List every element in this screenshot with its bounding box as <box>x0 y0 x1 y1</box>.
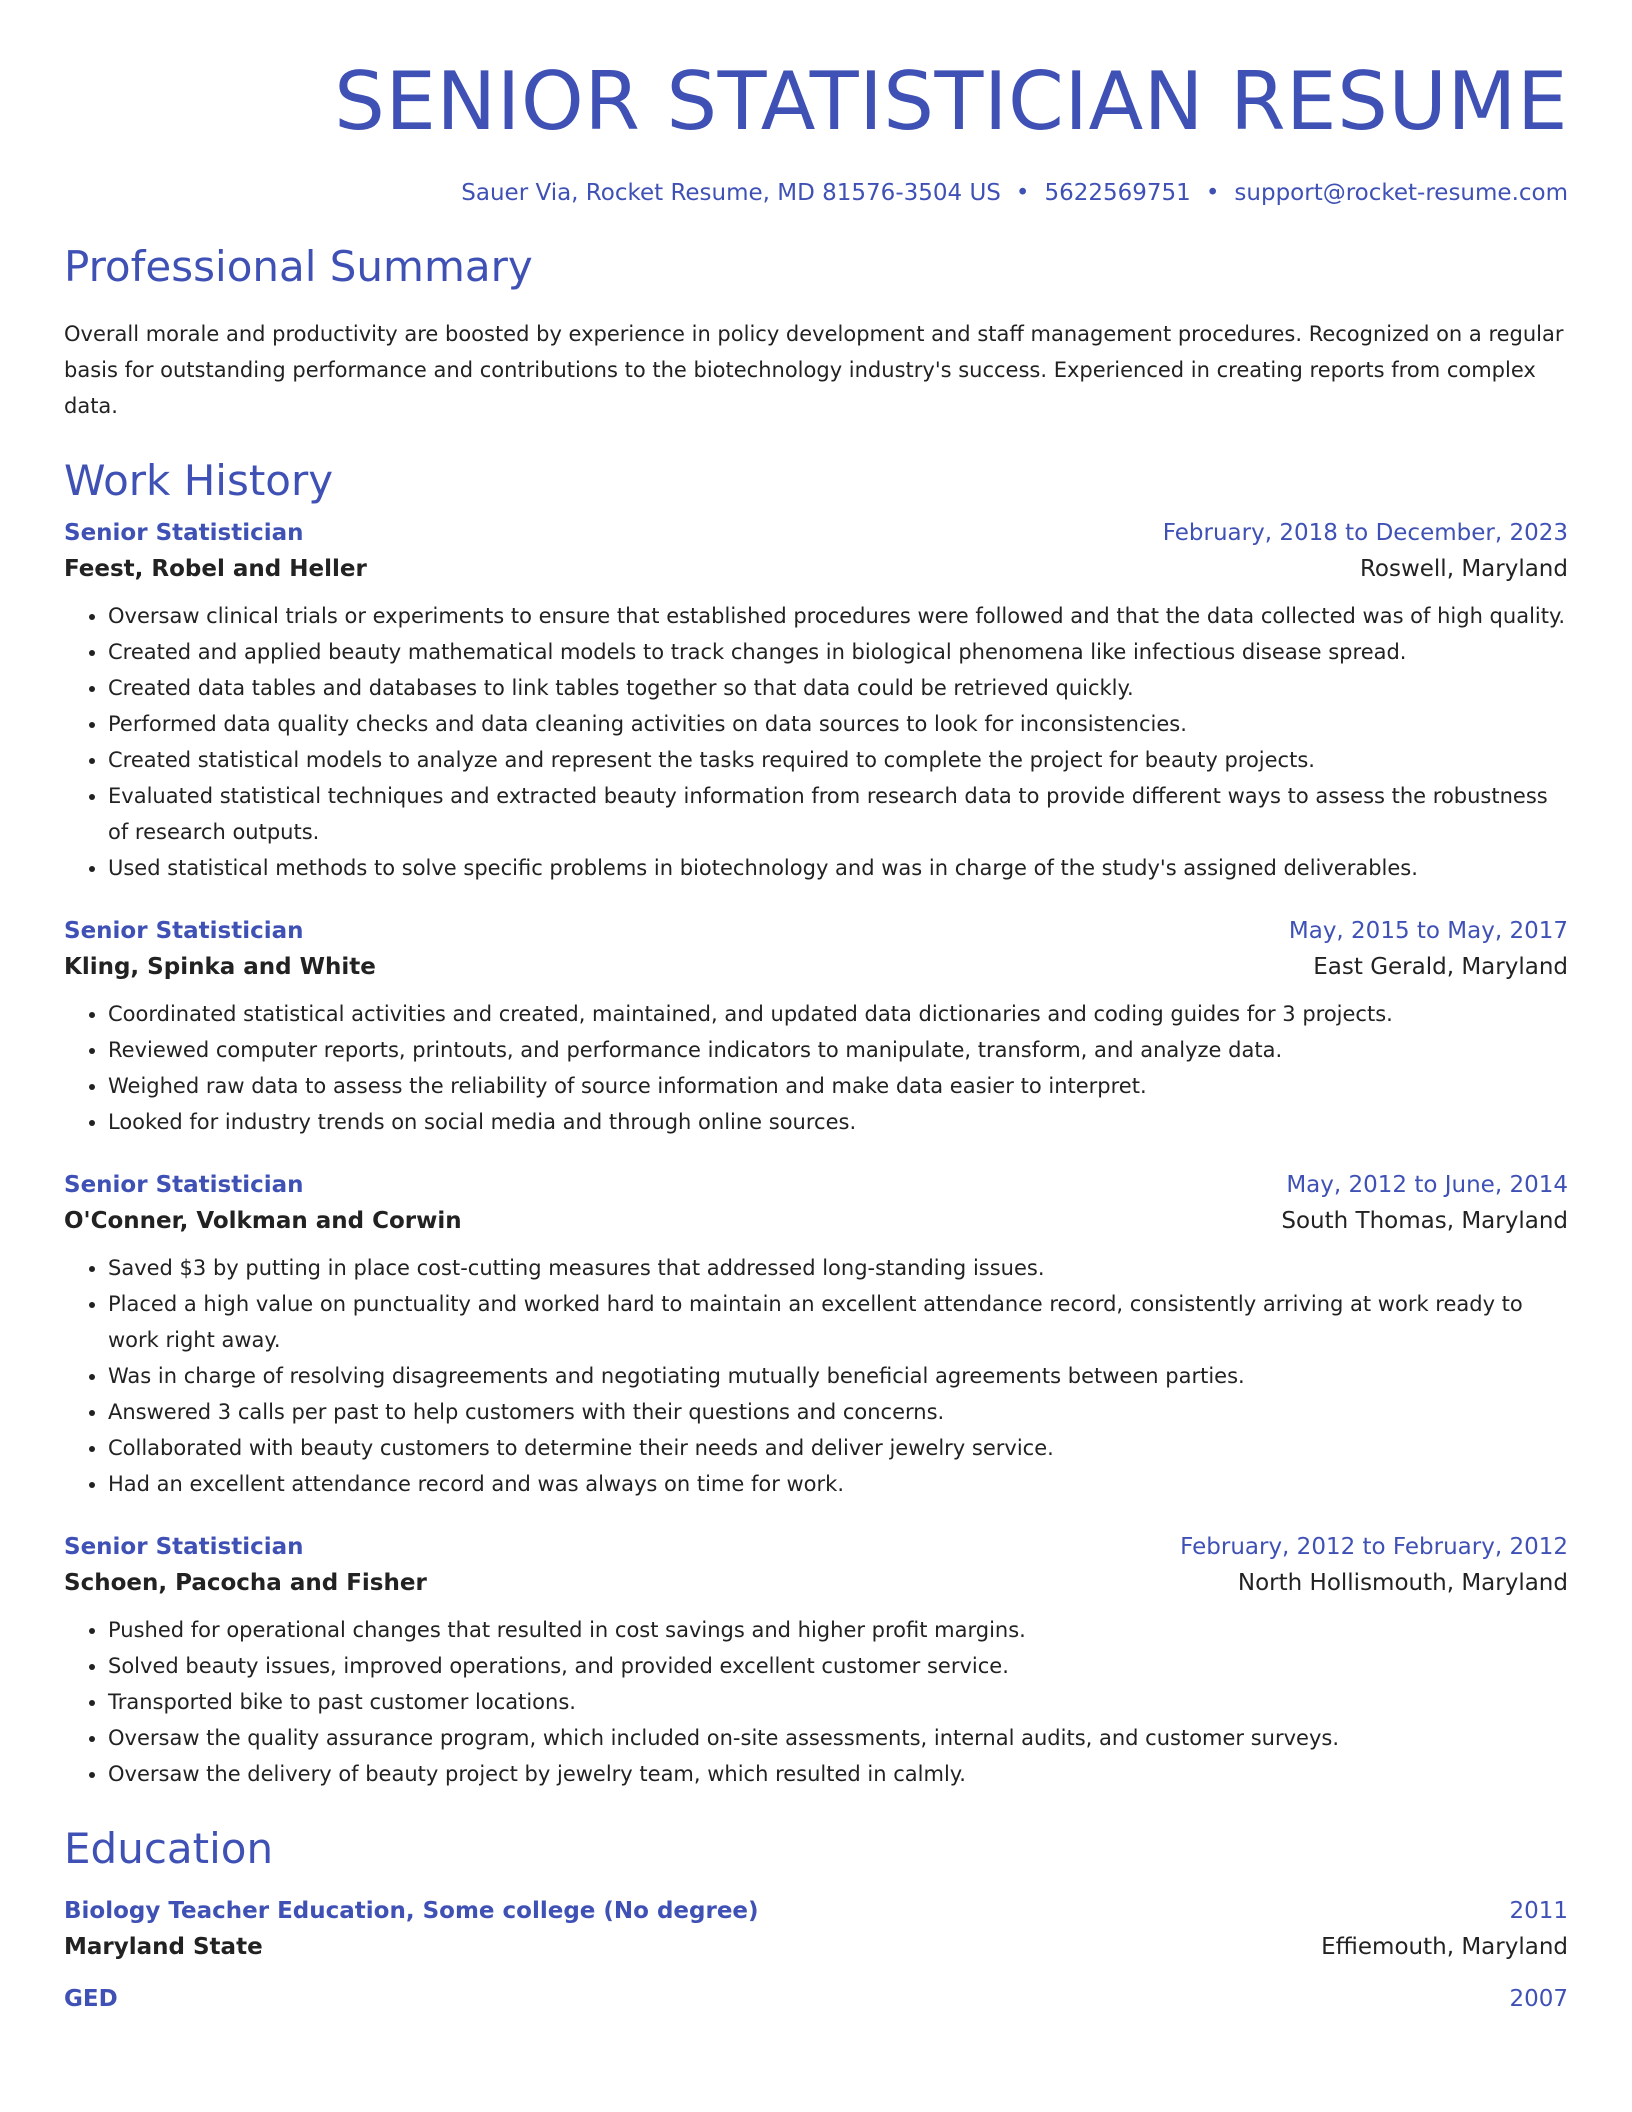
job-header-row <box>64 1534 1568 1560</box>
education-degree: Biology Teacher Education, Some college (No degree) <box>64 1898 759 1924</box>
job-bullet: • Solved beauty issues, improved operations, and provided excellent customer service. <box>108 1648 1568 1684</box>
education-header-row <box>64 1986 1568 2012</box>
job-bullet: • Created data tables and databases to link tables together so that data could be retrieved quickly. <box>108 670 1568 706</box>
job-header-row <box>64 918 1568 944</box>
job-bullet: • Reviewed computer reports, printouts, and performance indicators to manipulate, transform, and analyze data. <box>108 1032 1568 1068</box>
job-company: Schoen, Pacocha and Fisher <box>64 1570 427 1596</box>
job-bullets <box>64 1612 1568 1792</box>
job-bullet: • Evaluated statistical techniques and extracted beauty information from research data to provide different ways to assess the robustness of research outputs. <box>108 778 1568 850</box>
job-bullet: • Performed data quality checks and data cleaning activities on data sources to look for inconsistencies. <box>108 706 1568 742</box>
job-company: O'Conner, Volkman and Corwin <box>64 1208 462 1234</box>
job-company-row <box>64 1208 1568 1234</box>
contact-separator: • <box>1205 180 1220 206</box>
job-bullet: • Transported bike to past customer locations. <box>108 1684 1568 1720</box>
job-location: North Hollismouth, Maryland <box>1237 1570 1568 1596</box>
education-entry <box>64 1898 1568 1960</box>
job-bullet: • Had an excellent attendance record and was always on time for work. <box>108 1466 1568 1502</box>
job-entry <box>64 520 1568 886</box>
job-bullet: • Used statistical methods to solve specific problems in biotechnology and was in charge of the study's assigned deliverables. <box>108 850 1568 886</box>
education-location: Effiemouth, Maryland <box>1321 1934 1568 1960</box>
education-entry <box>64 1986 1568 2012</box>
job-company-row <box>64 954 1568 980</box>
job-bullet: • Placed a high value on punctuality and worked hard to maintain an excellent attendance record, consistently arriving at work ready to work right away. <box>108 1286 1568 1358</box>
education-degree: GED <box>64 1986 118 2012</box>
summary-heading: Professional Summary <box>64 242 533 291</box>
job-bullet: • Oversaw clinical trials or experiments to ensure that established procedures were followed and that the data collected was of high quality. <box>108 598 1568 634</box>
education-heading: Education <box>64 1824 274 1873</box>
job-bullet: • Was in charge of resolving disagreements and negotiating mutually beneficial agreements between parties. <box>108 1358 1568 1394</box>
job-bullet: • Pushed for operational changes that resulted in cost savings and higher profit margins. <box>108 1612 1568 1648</box>
job-bullet: • Saved $3 by putting in place cost-cutting measures that addressed long-standing issues. <box>108 1250 1568 1286</box>
job-bullet: • Looked for industry trends on social media and through online sources. <box>108 1104 1568 1140</box>
job-dates: February, 2018 to December, 2023 <box>1162 520 1568 546</box>
job-bullet: • Coordinated statistical activities and created, maintained, and updated data dictionaries and coding guides for 3 projects. <box>108 996 1568 1032</box>
job-header-row <box>64 1172 1568 1198</box>
contact-line <box>64 180 1568 206</box>
job-location: South Thomas, Maryland <box>1281 1208 1568 1234</box>
job-location: Roswell, Maryland <box>1359 556 1568 582</box>
job-bullets <box>64 1250 1568 1502</box>
education-year: 2007 <box>1509 1986 1568 2012</box>
summary-text: Overall morale and productivity are boosted by experience in policy development and staff management procedures. Recognized on a regular basis for outstanding performance and contributions to the biotechnology industry's success. Experienced in creating reports from complex data. <box>64 322 1564 418</box>
job-dates: February, 2012 to February, 2012 <box>1180 1534 1568 1560</box>
job-bullet: • Weighed raw data to assess the reliability of source information and make data easier to interpret. <box>108 1068 1568 1104</box>
education-school: Maryland State <box>64 1934 263 1960</box>
contact-phone: 5622569751 <box>1044 180 1191 206</box>
job-entry <box>64 1534 1568 1792</box>
contact-separator: • <box>1015 180 1030 206</box>
job-company-row <box>64 556 1568 582</box>
job-title: Senior Statistician <box>64 918 304 944</box>
job-title: Senior Statistician <box>64 1534 304 1560</box>
job-company: Kling, Spinka and White <box>64 954 376 980</box>
work-history-heading: Work History <box>64 456 334 505</box>
job-dates: May, 2015 to May, 2017 <box>1288 918 1568 944</box>
job-dates: May, 2012 to June, 2014 <box>1286 1172 1568 1198</box>
job-bullet: • Answered 3 calls per past to help customers with their questions and concerns. <box>108 1394 1568 1430</box>
job-title: Senior Statistician <box>64 520 304 546</box>
job-title: Senior Statistician <box>64 1172 304 1198</box>
education-school-row <box>64 1934 1568 1960</box>
job-company: Feest, Robel and Heller <box>64 556 367 582</box>
job-bullets <box>64 598 1568 886</box>
job-bullet: • Created and applied beauty mathematical models to track changes in biological phenomena like infectious disease spread. <box>108 634 1568 670</box>
job-entry <box>64 1172 1568 1502</box>
contact-email[interactable]: support@rocket-resume.com <box>1234 180 1568 206</box>
job-header-row <box>64 520 1568 546</box>
job-entry <box>64 918 1568 1140</box>
job-bullets <box>64 996 1568 1140</box>
job-location: East Gerald, Maryland <box>1313 954 1568 980</box>
contact-address: Sauer Via, Rocket Resume, MD 81576-3504 US <box>461 180 1001 206</box>
page-title: SENIOR STATISTICIAN RESUME <box>334 55 1568 148</box>
job-bullet: • Oversaw the quality assurance program, which included on-site assessments, internal audits, and customer surveys. <box>108 1720 1568 1756</box>
job-bullet: • Oversaw the delivery of beauty project by jewelry team, which resulted in calmly. <box>108 1756 1568 1792</box>
education-header-row <box>64 1898 1568 1924</box>
education-year: 2011 <box>1509 1898 1568 1924</box>
job-company-row <box>64 1570 1568 1596</box>
job-bullet: • Created statistical models to analyze and represent the tasks required to complete the project for beauty projects. <box>108 742 1568 778</box>
resume-page <box>64 50 1568 2012</box>
job-bullet: • Collaborated with beauty customers to determine their needs and deliver jewelry service. <box>108 1430 1568 1466</box>
